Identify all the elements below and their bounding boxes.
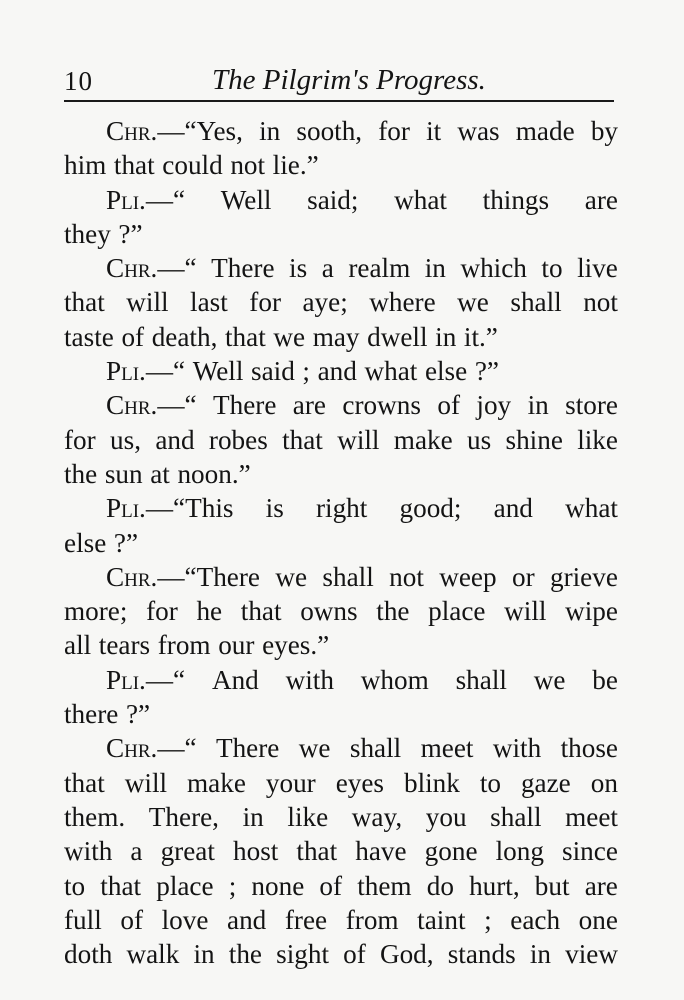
text-line: all tears from our eyes.” bbox=[64, 630, 330, 661]
page-header bbox=[64, 64, 614, 100]
text-line: doth walk in the sight of God, stands in view bbox=[64, 939, 618, 970]
text-line: they ?” bbox=[64, 218, 143, 249]
text-line: Chr.—“Yes, in sooth, for it was made by bbox=[106, 116, 618, 146]
text-line: there ?” bbox=[64, 699, 151, 730]
text-line: Pli.—“This is right good; and what bbox=[106, 493, 618, 524]
text-line: him that could not lie.” bbox=[64, 150, 319, 181]
text-line: them. There, in like way, you shall meet bbox=[64, 801, 618, 832]
text-line: taste of death, that we may dwell in it.” bbox=[64, 321, 498, 352]
text-line: Chr.—“ There are crowns of joy in store bbox=[106, 390, 618, 421]
text-line: for us, and robes that will make us shine like bbox=[64, 424, 618, 455]
text-line: that will make your eyes blink to gaze on bbox=[64, 767, 618, 798]
body-text bbox=[64, 114, 618, 971]
text-line: with a great host that have gone long since bbox=[64, 836, 618, 867]
text-line: Pli.—“ And with whom shall we be bbox=[106, 664, 618, 695]
text-line: else ?” bbox=[64, 527, 139, 558]
running-title: The Pilgrim's Progress. bbox=[212, 64, 486, 96]
text-line: the sun at noon.” bbox=[64, 458, 251, 489]
page-number: 10 bbox=[64, 66, 93, 96]
text-line: Pli.—“ Well said ; and what else ?” bbox=[106, 356, 499, 387]
text-line: full of love and free from taint ; each one bbox=[64, 904, 618, 935]
text-line: to that place ; none of them do hurt, but are bbox=[64, 870, 618, 901]
text-line: Chr.—“There we shall not weep or grieve bbox=[106, 561, 618, 592]
text-line: Chr.—“ There is a realm in which to live bbox=[106, 253, 618, 284]
text-line: Pli.—“ Well said; what things are bbox=[106, 184, 618, 215]
header-rule bbox=[64, 100, 614, 102]
text-line: Chr.—“ There we shall meet with those bbox=[106, 733, 618, 764]
text-line: more; for he that owns the place will wipe bbox=[64, 596, 618, 627]
text-line: that will last for aye; where we shall not bbox=[64, 287, 618, 318]
